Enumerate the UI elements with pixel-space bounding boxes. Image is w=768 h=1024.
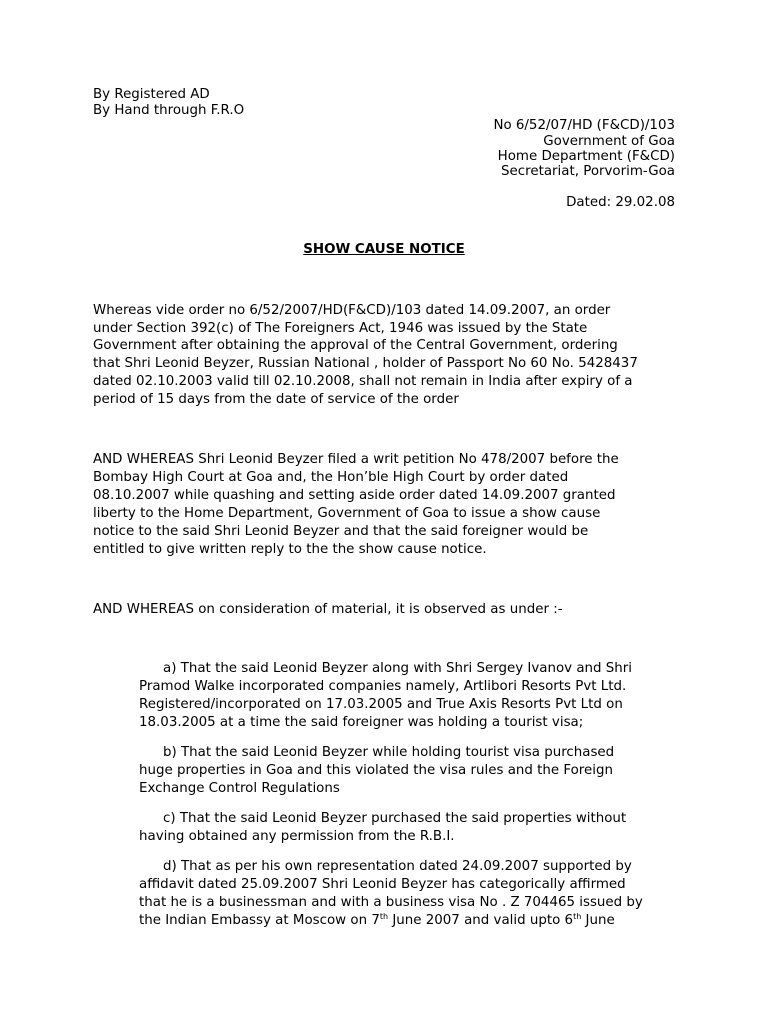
ordinal-suffix: th (573, 912, 582, 921)
delivery-line-1: By Registered AD (93, 87, 210, 102)
paragraph-line: Government after obtaining the approval of the Central Government, ordering (93, 338, 618, 353)
paragraph-line: period of 15 days from the date of service of the order (93, 392, 459, 407)
notice-title: SHOW CAUSE NOTICE (303, 242, 465, 257)
org-address: Secretariat, Porvorim-Goa (501, 164, 675, 179)
list-item-line: a) That the said Leonid Beyzer along with Shri Sergey Ivanov and Shri (163, 661, 632, 676)
delivery-line-2: By Hand through F.R.O (93, 103, 245, 118)
list-item-line: huge properties in Goa and this violated the visa rules and the Foreign (139, 763, 613, 778)
paragraph-line: liberty to the Home Department, Government of Goa to issue a show cause (93, 506, 601, 521)
reference-number: No 6/52/07/HD (F&CD)/103 (493, 118, 675, 133)
list-item-line: Exchange Control Regulations (139, 781, 340, 796)
text-segment: the Indian Embassy at Moscow on 7 (139, 913, 380, 928)
paragraph-line: under Section 392(c) of The Foreigners Act, 1946 was issued by the State (93, 321, 588, 336)
paragraph-line: dated 02.10.2003 valid till 02.10.2008, shall not remain in India after expiry of a (93, 374, 633, 389)
paragraph-line: Bombay High Court at Goa and, the Hon’ble High Court by order dated (93, 470, 569, 485)
paragraph-3: AND WHEREAS on consideration of material, it is observed as under :- (93, 602, 563, 617)
org-department: Home Department (F&CD) (497, 149, 675, 164)
ordinal-suffix: th (379, 912, 389, 921)
list-item-line: c) That the said Leonid Beyzer purchased the said properties without (163, 811, 627, 826)
paragraph-line: 08.10.2007 while quashing and setting aside order dated 14.09.2007 granted (93, 488, 616, 503)
paragraph-line: that Shri Leonid Beyzer, Russian National , holder of Passport No 60 No. 5428437 (93, 356, 638, 371)
list-item-line: 18.03.2005 at a time the said foreigner was holding a tourist visa; (139, 715, 584, 730)
list-item-line: that he is a businessman and with a business visa No . Z 704465 issued by (139, 895, 643, 910)
list-item-line: having obtained any permission from the R.B.I. (139, 829, 455, 844)
list-item-line: Registered/incorporated on 17.03.2005 and True Axis Resorts Pvt Ltd on (139, 697, 623, 712)
list-item-line: b) That the said Leonid Beyzer while holding tourist visa purchased (163, 745, 615, 760)
list-item-line: affidavit dated 25.09.2007 Shri Leonid Beyzer has categorically affirmed (139, 877, 626, 892)
paragraph-line: notice to the said Shri Leonid Beyzer and that the said foreigner would be (93, 524, 589, 539)
dated-line: Dated: 29.02.08 (566, 195, 675, 210)
text-segment: June 2007 and valid upto 6 (388, 913, 574, 928)
paragraph-line: entitled to give written reply to the the show cause notice. (93, 542, 487, 557)
list-item-line-last (139, 912, 615, 930)
org-government: Government of Goa (543, 134, 675, 149)
paragraph-line: AND WHEREAS Shri Leonid Beyzer filed a writ petition No 478/2007 before the (93, 452, 619, 467)
list-item-line: Pramod Walke incorporated companies namely, Artlibori Resorts Pvt Ltd. (139, 679, 627, 694)
list-item-line: d) That as per his own representation dated 24.09.2007 supported by (163, 859, 632, 874)
paragraph-line: Whereas vide order no 6/52/2007/HD(F&CD)/103 dated 14.09.2007, an order (93, 303, 611, 318)
text-segment: June (581, 913, 615, 928)
